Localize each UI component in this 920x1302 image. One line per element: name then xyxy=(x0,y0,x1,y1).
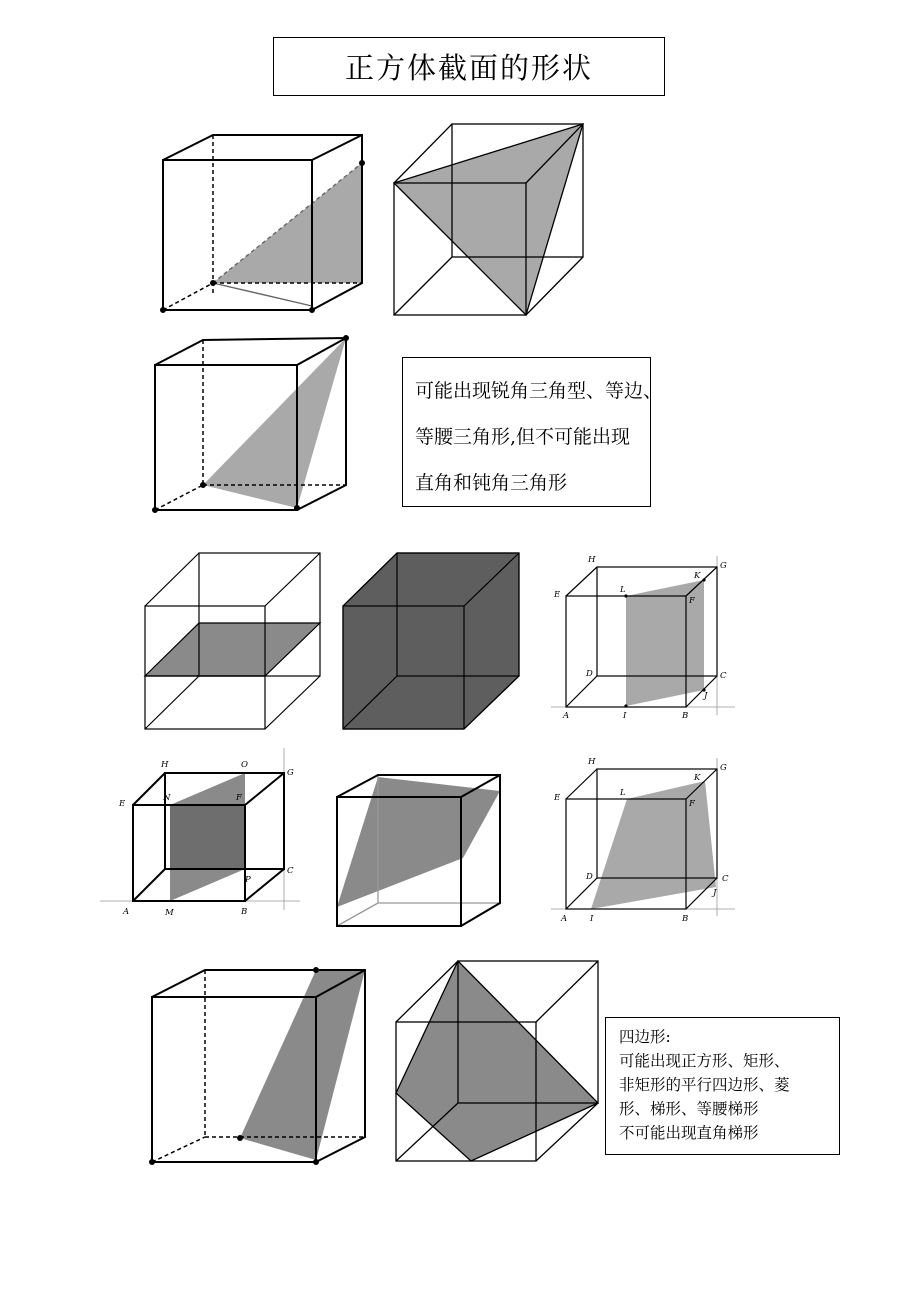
vertex-label: I xyxy=(623,711,627,721)
cube-trapezoid-section xyxy=(150,968,365,1164)
vertex-label: F xyxy=(689,596,695,606)
quad-note-line: 不可能出现直角梯形 xyxy=(619,1124,759,1142)
vertex-label: C xyxy=(722,874,729,884)
section-shape xyxy=(591,781,716,909)
cube-triangle-1 xyxy=(161,135,364,312)
section-shape xyxy=(203,338,346,508)
section-shape xyxy=(240,970,365,1160)
vertex-label: P xyxy=(245,875,251,885)
vertex-label: M xyxy=(165,908,174,918)
cube-parallelogram-section xyxy=(337,775,500,926)
cube-rectangle-section xyxy=(343,553,519,729)
vertex-label: A xyxy=(561,914,568,924)
cube-labeled-1 xyxy=(551,555,735,721)
quad-note-line: 四边形: xyxy=(619,1028,671,1046)
vertex-label: H xyxy=(161,760,169,770)
vertex-label: A xyxy=(123,907,130,917)
vertex-label: E xyxy=(554,590,561,600)
triangle-note-line: 直角和钝角三角形 xyxy=(415,472,568,494)
vertex-label: E xyxy=(119,799,126,809)
cube-square-section xyxy=(145,553,320,729)
vertex-label: D xyxy=(586,872,593,882)
vertex-label: B xyxy=(682,711,689,721)
vertex-label: L xyxy=(620,788,626,798)
vertex-label: C xyxy=(720,671,727,681)
vertex-label: F xyxy=(689,799,695,809)
quad-note-line: 形、梯形、等腰梯形 xyxy=(619,1100,759,1118)
vertex-label: F xyxy=(236,793,242,803)
vertex-label: C xyxy=(287,866,294,876)
vertex-label: A xyxy=(563,711,570,721)
vertex-label: I xyxy=(590,914,594,924)
cube-triangle-2 xyxy=(394,124,583,315)
vertex-label: D xyxy=(586,669,593,679)
vertex-label: J xyxy=(713,888,717,898)
cube-labeled-3 xyxy=(551,757,735,924)
vertex-label: G xyxy=(287,768,294,778)
cube-labeled-2 xyxy=(100,748,300,918)
cube-kite-section xyxy=(396,961,598,1161)
triangle-note-line: 可能出现锐角三角型、等边、 xyxy=(415,380,663,402)
vertex-label: E xyxy=(554,793,561,803)
vertex-label: O xyxy=(241,760,248,770)
quad-note-line: 非矩形的平行四边形、菱 xyxy=(619,1076,790,1094)
vertex-label: J xyxy=(704,691,708,701)
vertex-label: H xyxy=(588,555,596,565)
vertex-label: L xyxy=(620,585,626,595)
vertex-label: N xyxy=(163,793,171,803)
vertex-label: B xyxy=(241,907,248,917)
triangle-note-line: 等腰三角形,但不可能出现 xyxy=(415,426,631,448)
vertex-label: K xyxy=(694,571,701,581)
vertex-label: H xyxy=(588,757,596,767)
page-title: 正方体截面的形状 xyxy=(344,51,593,85)
section-shape xyxy=(145,623,320,676)
cube-triangle-3 xyxy=(153,336,348,512)
vertex-label: B xyxy=(682,914,689,924)
vertex-label: G xyxy=(720,561,727,571)
quad-note-line: 可能出现正方形、矩形、 xyxy=(619,1052,790,1070)
vertex-label: K xyxy=(694,773,701,783)
vertex-label: G xyxy=(720,763,727,773)
